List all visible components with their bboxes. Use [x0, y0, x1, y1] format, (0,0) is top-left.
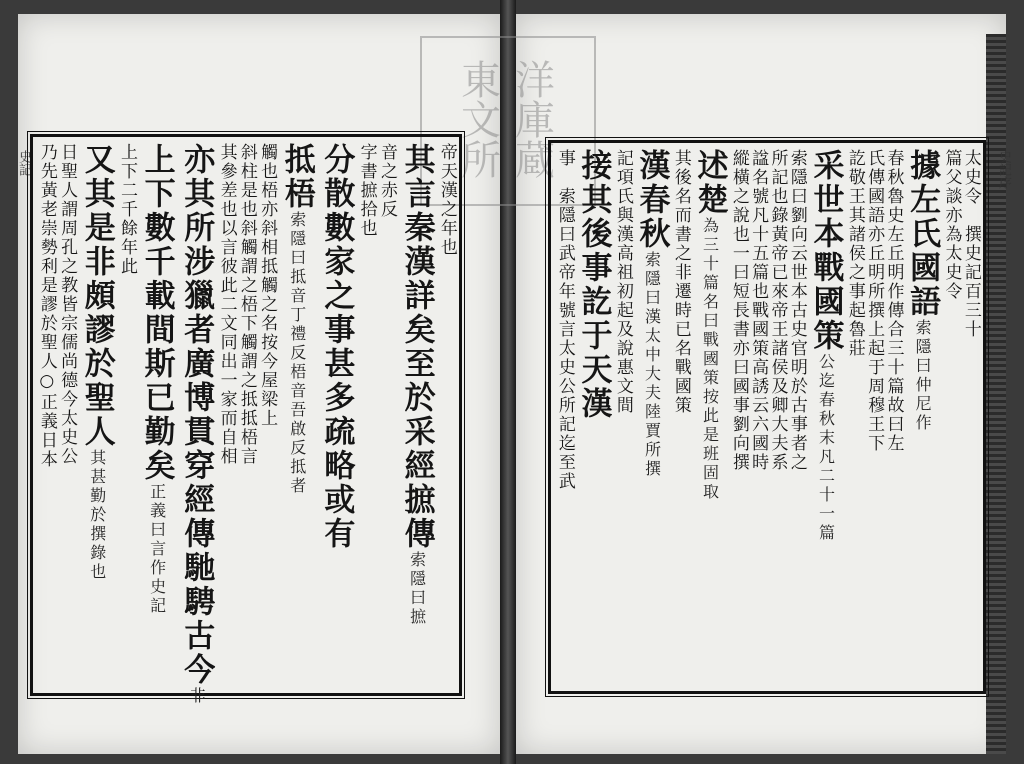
text-column [690, 149, 727, 687]
text-column [137, 143, 174, 689]
commentary-text: 索隱曰漢太中大夫陸賈所撰 [642, 251, 662, 479]
seal-glyph: 洋 [515, 58, 555, 104]
commentary-text: 其甚勤於撰錄也 [87, 449, 107, 582]
right-text-columns [555, 149, 979, 687]
text-column: 斜柱是也斜觸謂之梧下觸謂之抵抵梧言 [236, 143, 257, 466]
text-column: 上下二千餘年此 [117, 143, 138, 276]
text-column: 其參差也以言彼此二文同出一家而自相 [216, 143, 237, 466]
main-text: 接其後事訖于天漢 [575, 149, 612, 421]
text-column: 索隱曰劉向云世本古史官明於古事者之 [786, 149, 807, 472]
main-text: 分散數家之事甚多疏略或有 [318, 143, 355, 551]
text-column [78, 143, 115, 689]
right-margin-title: 史記序 [996, 150, 1011, 189]
commentary-text: 正義曰言作史記 [147, 483, 167, 616]
page-edge-stack [986, 34, 1006, 754]
seal-glyph: 所 [461, 138, 501, 184]
seal-glyph: 庫 [515, 98, 555, 144]
text-column: 事 索隱曰武帝年號言太史公所記迄至武 [554, 149, 575, 491]
text-column: 帝天漢之年也 [436, 143, 457, 257]
commentary-text: 索隱曰仲尼作 [913, 319, 933, 433]
text-column [574, 149, 611, 687]
commentary-text: 公迄春秋末凡二十一篇 [816, 353, 836, 543]
text-column: 字書摭拾也 [356, 143, 377, 238]
main-text: 采世本戰國策 [807, 149, 844, 353]
text-column: 乃先黃老崇勢利是謬於聖人○正義日本 [36, 143, 57, 469]
text-column [903, 149, 940, 687]
text-column: 春秋魯史左丘明作傳合三十篇故曰左 [883, 149, 904, 453]
text-column: 音之赤反 [376, 143, 397, 219]
main-text: 述楚 [691, 149, 728, 217]
text-column: 縱橫之說也一曰短長書亦曰國事劉向撰 [728, 149, 749, 472]
text-column: 氏傳國語亦丘明所撰上起于周穆王下 [864, 149, 885, 453]
text-column: 太史令 撰史記百三十 [960, 149, 981, 339]
main-text: 抵梧 [278, 143, 315, 211]
text-column: 記項氏與漢高祖初起及說惠文間 [612, 149, 633, 415]
text-column: 篇父談亦為太史令 [941, 149, 962, 301]
commentary-text: 為三十篇名曰戰國策按此是班固取 [700, 217, 720, 502]
seal-glyph: 東 [461, 58, 501, 104]
text-column: 日聖人謂周孔之教皆宗儒尚德今太史公 [57, 143, 78, 466]
main-text: 漢春秋 [633, 149, 670, 251]
main-text: 據左氏國語 [904, 149, 941, 319]
seal-glyph: 蔵 [515, 138, 555, 184]
left-text-columns [36, 143, 457, 706]
text-column: 所記也錄黃帝已來帝王諸侯及卿大夫系 [767, 149, 788, 472]
text-column [632, 149, 669, 687]
right-text-frame [548, 140, 986, 694]
text-column [317, 143, 354, 689]
text-column: 諡名號凡十五篇也戰國策高誘云六國時 [748, 149, 769, 472]
text-column: 其後名而書之非遷時已名戰國策 [670, 149, 691, 415]
main-text: 又其是非頗謬於聖人 [78, 143, 115, 449]
text-column [278, 143, 315, 689]
commentary-text: 非 [187, 687, 207, 706]
text-column [397, 143, 434, 689]
seal-glyph: 文 [461, 98, 501, 144]
text-column: 訖敬王其諸侯之事起魯莊 [844, 149, 865, 358]
main-text: 上下數千載間斯已勤矣 [138, 143, 175, 483]
text-column: 觸也梧亦斜相抵觸之名按今屋梁上 [257, 143, 278, 428]
text-column [806, 149, 843, 687]
main-text: 亦其所涉獵者廣博貫穿經傳馳騁古今 [178, 143, 215, 687]
left-margin-title: 史記 [16, 150, 31, 176]
left-text-frame [30, 134, 462, 706]
text-column [177, 143, 215, 706]
commentary-text: 索隱曰抵音丁禮反梧音吾啟反抵者 [287, 211, 307, 496]
commentary-text: 索隱曰摭 [407, 551, 427, 627]
main-text: 其言秦漢詳矣至於采經摭傳 [398, 143, 435, 551]
